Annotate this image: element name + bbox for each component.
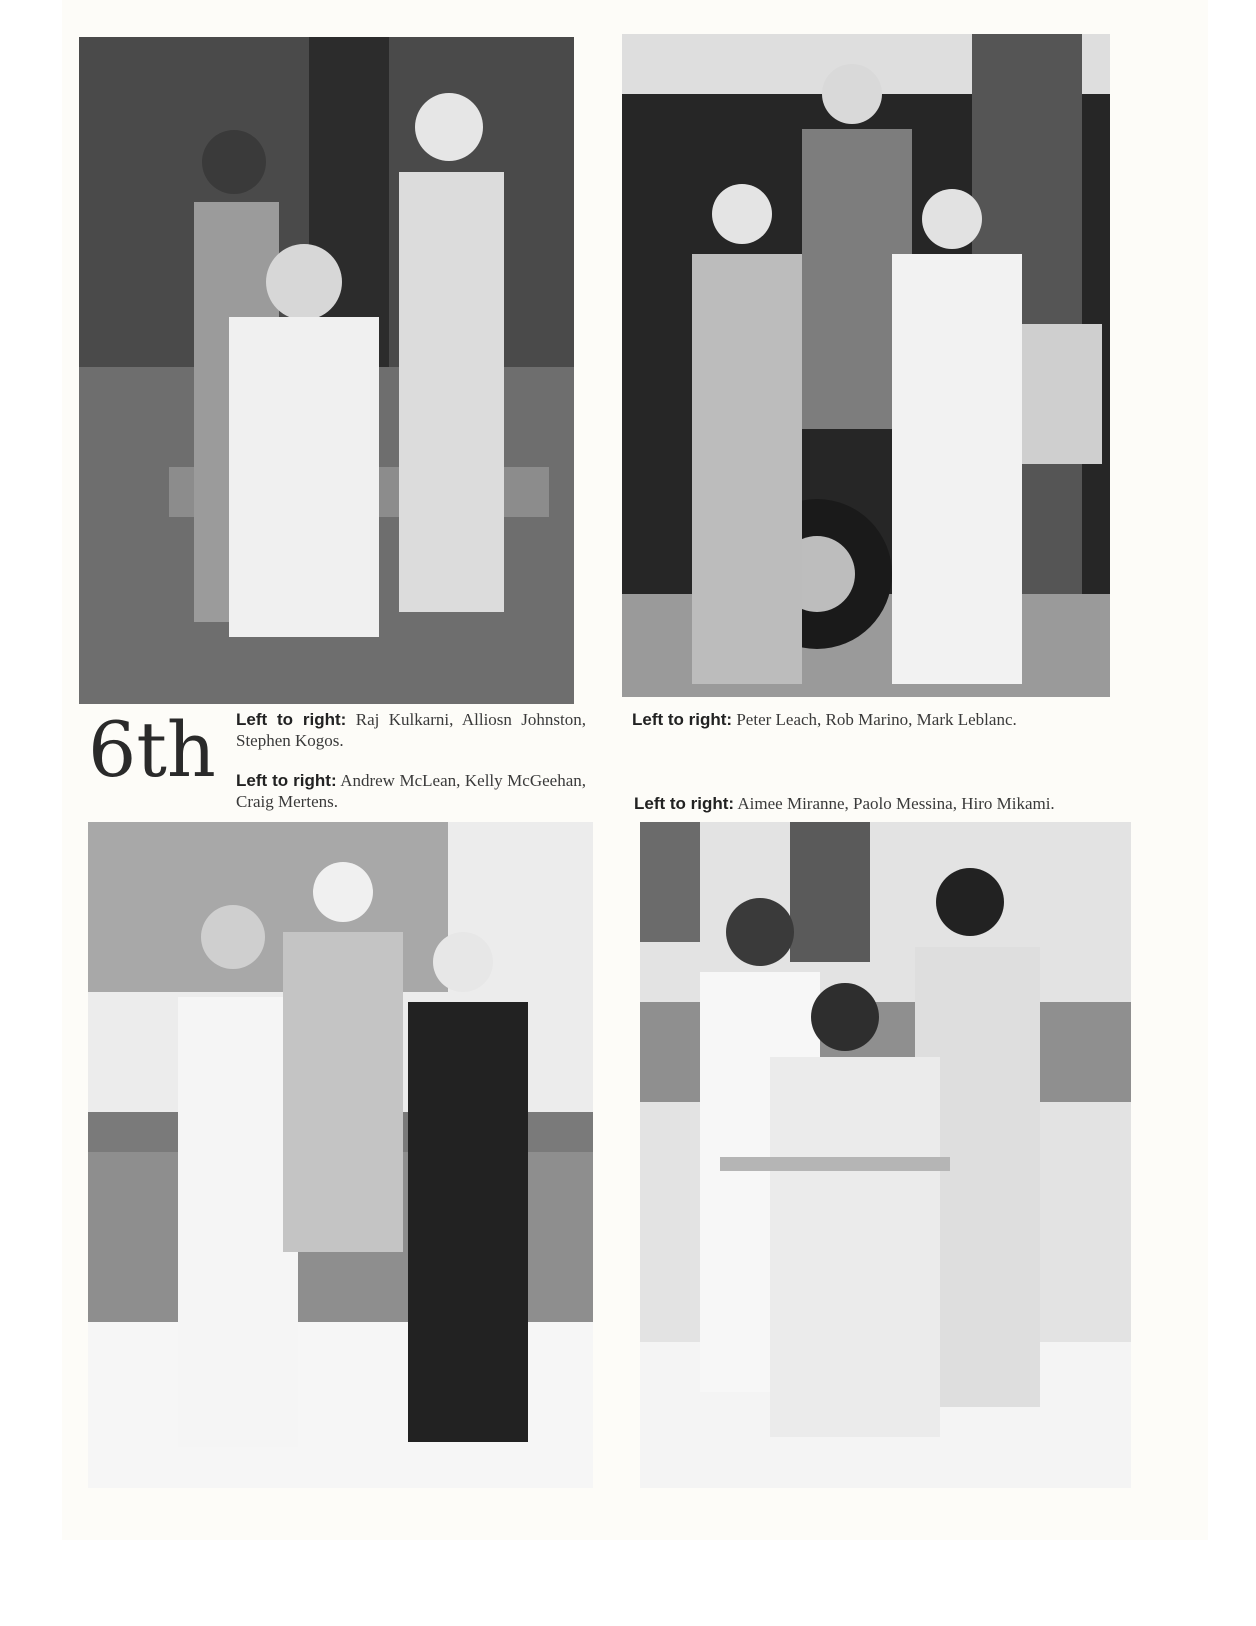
photo-caption-2 bbox=[236, 770, 586, 812]
caption-prefix: Left to right: bbox=[236, 771, 337, 790]
photo-3-illustration bbox=[88, 822, 593, 1488]
class-photo-4 bbox=[640, 822, 1131, 1488]
caption-names: Andrew McLean, Kelly McGeehan, Craig Mertens. bbox=[236, 771, 586, 811]
caption-prefix: Left to right: bbox=[632, 710, 733, 729]
class-photo-3 bbox=[88, 822, 593, 1488]
class-photo-2 bbox=[622, 34, 1110, 697]
caption-prefix: Left to right: bbox=[236, 710, 347, 729]
caption-names: Raj Kulkarni, Alliosn Johnston, Stephen Kogos. bbox=[236, 710, 586, 750]
grade-heading: 6th bbox=[88, 705, 216, 794]
caption-names: Peter Leach, Rob Marino, Mark Leblanc. bbox=[736, 710, 1017, 729]
photo-caption-3 bbox=[632, 709, 1112, 730]
caption-names: Aimee Miranne, Paolo Messina, Hiro Mikami. bbox=[737, 794, 1055, 813]
caption-prefix: Left to right: bbox=[634, 794, 735, 813]
photo-1-illustration bbox=[79, 37, 574, 704]
photo-caption-1 bbox=[236, 709, 586, 751]
photo-4-illustration bbox=[640, 822, 1131, 1488]
class-photo-1 bbox=[79, 37, 574, 704]
photo-2-illustration bbox=[622, 34, 1110, 697]
photo-caption-4 bbox=[634, 793, 1114, 814]
